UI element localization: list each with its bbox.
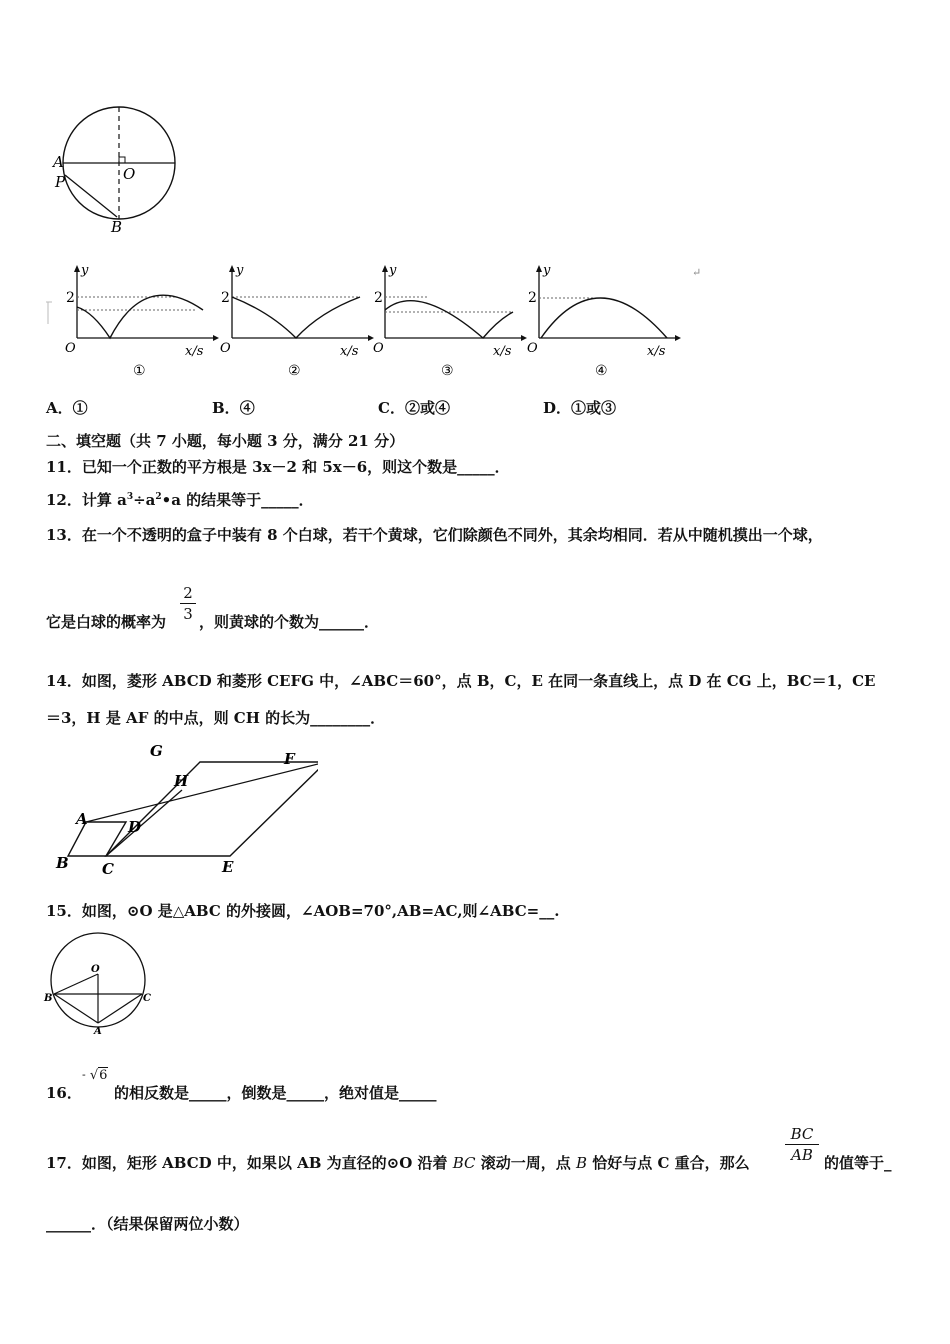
label-a: A (76, 810, 88, 828)
question-13-line1: 13．在一个不透明的盒子中装有 8 个白球，若干个黄球，它们除颜色不同外，其余均相同．若从中随机摸出一个球， (46, 526, 823, 544)
graph-3-x-label: x/s (493, 344, 512, 359)
return-mark: ↵ (692, 266, 702, 279)
question-13-prefix: 它是白球的概率为 (46, 613, 167, 631)
q17-mid2: 恰好与点 C 重合，那么 (592, 1154, 750, 1172)
label-o: O (91, 964, 100, 975)
graph-3 (373, 263, 527, 379)
choice-b[interactable] (212, 397, 255, 418)
question-17-line2: ______．（结果保留两位小数） (46, 1215, 249, 1233)
sqrt-symbol: √ (89, 1068, 99, 1083)
graph-2-x-label: x/s (340, 344, 359, 359)
q13-frac-num: 2 (183, 584, 193, 602)
q16-neg: - (82, 1068, 86, 1081)
q17-pre: 17．如图，矩形 ABCD 中，如果以 AB 为直径的⊙O 沿着 (46, 1154, 448, 1172)
label-b: B (111, 218, 123, 235)
circumcircle-figure (42, 928, 157, 1038)
label-a: A (53, 153, 64, 171)
q17-mid1: 滚动一周，点 (480, 1154, 571, 1172)
question-14-line1: 14．如图，菱形 ABCD 和菱形 CEFG 中，∠ABC＝60°，点 B，C，E 在同一条直线上，点 D 在 CG 上，BC＝1，CE (46, 672, 876, 690)
label-f: F (284, 750, 295, 768)
q17-bc: BC (452, 1154, 476, 1172)
q13-frac-bar (180, 603, 196, 604)
section-title: 二、填空题（共 7 小题，每小题 3 分，满分 21 分） (46, 432, 405, 450)
choice-a-letter: A． (46, 399, 73, 417)
question-17 (46, 1152, 906, 1174)
label-b: B (56, 854, 69, 872)
graph-1-origin: O (65, 341, 76, 356)
choice-d-letter: D． (543, 399, 572, 417)
choice-b-text: ④ (239, 399, 255, 417)
graph-4-y-label: y (543, 263, 551, 278)
graph-1-number: ① (133, 363, 146, 379)
label-h: H (174, 772, 189, 790)
q17-b: B (575, 1154, 588, 1172)
choice-d-text: ①或③ (571, 399, 617, 417)
question-14-line2: ＝3，H 是 AF 的中点，则 CH 的长为________． (46, 709, 386, 727)
q17-post: 的值等于_ (824, 1154, 892, 1172)
segment-ch (106, 790, 182, 856)
question-16-text: 的相反数是_____，倒数是_____，绝对值是_____ (114, 1084, 437, 1102)
q12-sup1: 3 (126, 492, 134, 502)
choice-c[interactable] (378, 397, 450, 418)
label-c: C (143, 993, 151, 1004)
question-16-number: 16． (46, 1084, 82, 1102)
label-c: C (102, 860, 114, 878)
q17-frac-num: BC (790, 1125, 814, 1143)
q16-radical (82, 1068, 108, 1083)
choice-b-letter: B． (212, 399, 240, 417)
q12-pre: 12．计算 a (46, 491, 127, 509)
graph-2-number: ② (288, 363, 301, 379)
graph-2-origin: O (220, 341, 231, 356)
label-g: G (150, 742, 163, 760)
graph-1 (65, 263, 219, 379)
label-a: A (94, 1026, 102, 1037)
rhombus-figure (48, 738, 318, 880)
q12-post: •a 的结果等于_____． (161, 491, 314, 509)
graph-3-y-label: y (389, 263, 397, 278)
graph-1-y-label: y (81, 263, 89, 278)
q13-fraction (180, 584, 196, 623)
choice-c-text: ②或④ (404, 399, 450, 417)
right-angle-mark (119, 157, 125, 163)
question-15: 15．如图，⊙O 是△ABC 的外接圆，∠AOB=70°,AB=AC,则∠ABC=__. (46, 902, 560, 920)
graph-1-tick: 2 (66, 290, 75, 306)
graph-4-origin: O (527, 341, 538, 356)
q12-mid: ÷a (133, 491, 156, 509)
question-13-suffix: ，则黄球的个数为______． (199, 613, 380, 631)
radius-ob (54, 974, 98, 994)
graph-4-number: ④ (595, 363, 608, 379)
graph-3-tick: 2 (374, 290, 383, 306)
choice-a[interactable] (46, 397, 88, 418)
q12-sup2: 2 (155, 492, 162, 502)
label-p: P (55, 173, 66, 191)
label-o: O (123, 165, 136, 183)
choice-d[interactable] (543, 397, 616, 418)
question-11: 11．已知一个正数的平方根是 3x－2 和 5x－6，则这个数是_____． (46, 458, 510, 476)
q17-frac-den: AB (791, 1146, 813, 1164)
graph-3-origin: O (373, 341, 384, 356)
q17-frac-bar (785, 1144, 819, 1145)
graph-2-y-label: y (236, 263, 244, 278)
q13-frac-den: 3 (183, 605, 193, 623)
graph-2-tick: 2 (221, 290, 230, 306)
circle-figure-1 (45, 105, 190, 235)
question-12 (46, 489, 314, 510)
label-e: E (222, 858, 234, 876)
choice-a-text: ① (72, 399, 88, 417)
graph-3-number: ③ (441, 363, 454, 379)
graph-2 (220, 263, 374, 379)
q17-fraction (785, 1125, 819, 1164)
graphs-row (40, 262, 720, 380)
choice-c-letter: C． (378, 399, 405, 417)
label-d: D (128, 818, 142, 836)
graph-4-tick: 2 (528, 290, 537, 306)
label-b: B (44, 993, 53, 1004)
graph-1-x-label: x/s (185, 344, 204, 359)
graph-4-x-label: x/s (647, 344, 666, 359)
q16-radicand: 6 (99, 1068, 108, 1083)
segment-af (86, 762, 318, 822)
graph-4 (527, 263, 681, 379)
